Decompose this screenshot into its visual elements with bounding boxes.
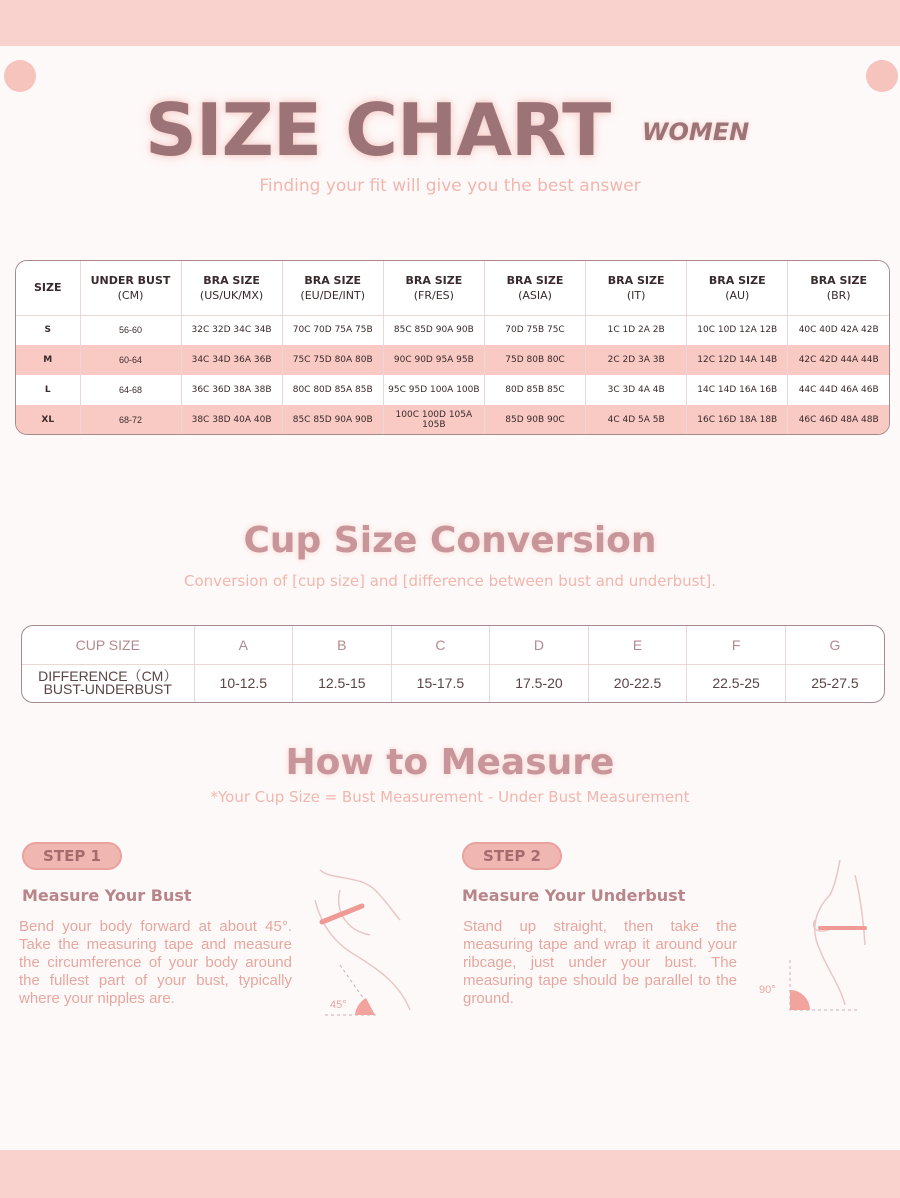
bra-size-cell: 12C 12D 14A 14B xyxy=(687,345,788,375)
size-table-row xyxy=(16,345,889,375)
bra-size-cell: 3C 3D 4A 4B xyxy=(586,375,687,405)
cup-size-label: CUP SIZE xyxy=(22,626,194,664)
step-1-heading: Measure Your Bust xyxy=(22,886,192,905)
cup-section-title: Cup Size Conversion xyxy=(243,520,657,561)
bra-size-cell: 36C 36D 38A 38B xyxy=(181,375,282,405)
bra-size-cell: 14C 14D 16A 16B xyxy=(687,375,788,405)
cup-letter-cell: E xyxy=(588,626,687,664)
measure-section-title: How to Measure xyxy=(285,742,615,783)
bra-size-cell: 85C 85D 90A 90B xyxy=(383,315,484,345)
page-subtitle: Finding your fit will give you the best answer xyxy=(259,176,641,196)
cup-letter-cell: F xyxy=(687,626,786,664)
top-band xyxy=(0,0,900,46)
bra-size-cell: 75D 80B 80C xyxy=(484,345,585,375)
step-2-heading: Measure Your Underbust xyxy=(462,886,686,905)
step-2-angle: 90° xyxy=(759,984,776,996)
size-chart-table xyxy=(15,260,890,435)
measure-section-subtitle: *Your Cup Size = Bust Measurement - Under Bust Measurement xyxy=(210,788,690,806)
col-header: SIZE xyxy=(16,261,80,315)
bra-size-cell: 85C 85D 90A 90B xyxy=(282,405,383,435)
underbust-cell: 60-64 xyxy=(80,345,181,375)
col-header: BRA SIZE (US/UK/MX) xyxy=(181,261,282,315)
difference-row xyxy=(22,664,884,702)
size-table-row xyxy=(16,315,889,345)
col-header: BRA SIZE (IT) xyxy=(586,261,687,315)
cup-section-subtitle: Conversion of [cup size] and [difference between bust and underbust]. xyxy=(184,572,716,590)
cup-letter-cell: G xyxy=(785,626,884,664)
bra-size-cell: 70D 75B 75C xyxy=(484,315,585,345)
decorative-dot-left xyxy=(4,60,36,92)
difference-value-cell: 20-22.5 xyxy=(588,664,687,702)
step-2-text: Stand up straight, then take the measuring tape and wrap it around your ribcage, just under your bust. The measuring tape should be parallel to the ground. xyxy=(463,918,737,1007)
bra-size-cell: 2C 2D 3A 3B xyxy=(586,345,687,375)
bra-size-cell: 1C 1D 2A 2B xyxy=(586,315,687,345)
bra-size-cell: 42C 42D 44A 44B xyxy=(788,345,889,375)
bra-size-cell: 95C 95D 100A 100B xyxy=(383,375,484,405)
cup-letter-cell: D xyxy=(490,626,589,664)
bra-size-cell: 4C 4D 5A 5B xyxy=(586,405,687,435)
size-label-cell: S xyxy=(16,315,80,345)
bra-size-cell: 85D 90B 90C xyxy=(484,405,585,435)
bust-measure-illustration xyxy=(300,860,440,1025)
difference-value-cell: 12.5-15 xyxy=(293,664,392,702)
step-1-angle: 45° xyxy=(330,999,347,1011)
bra-size-cell: 75C 75D 80A 80B xyxy=(282,345,383,375)
size-label-cell: M xyxy=(16,345,80,375)
bra-size-cell: 46C 46D 48A 48B xyxy=(788,405,889,435)
bra-size-cell: 38C 38D 40A 40B xyxy=(181,405,282,435)
step-1-text: Bend your body forward at about 45°. Take the measuring tape and measure the circumference of your body around the fullest part of your bust, typically where your nipples are. xyxy=(19,918,292,1007)
bra-size-cell: 10C 10D 12A 12B xyxy=(687,315,788,345)
size-label-cell: XL xyxy=(16,405,80,435)
difference-value-cell: 25-27.5 xyxy=(811,675,859,692)
size-table-row xyxy=(16,375,889,405)
bra-size-cell: 16C 16D 18A 18B xyxy=(687,405,788,435)
bra-size-cell: 32C 32D 34C 34B xyxy=(181,315,282,345)
col-header: UNDER BUST (CM) xyxy=(80,261,181,315)
col-header: BRA SIZE (EU/DE/INT) xyxy=(282,261,383,315)
underbust-cell: 56-60 xyxy=(80,315,181,345)
col-header: BRA SIZE (AU) xyxy=(687,261,788,315)
col-header: BRA SIZE (FR/ES) xyxy=(383,261,484,315)
difference-value-cell: 17.5-20 xyxy=(490,664,589,702)
underbust-measure-illustration xyxy=(745,855,885,1020)
size-table-row xyxy=(16,405,889,435)
bottom-band xyxy=(0,1150,900,1198)
col-header: BRA SIZE (ASIA) xyxy=(484,261,585,315)
step-1-pill: STEP 1 xyxy=(22,842,122,870)
bra-size-cell: 100C 100D 105A 105B xyxy=(383,405,484,435)
bra-size-cell: 40C 40D 42A 42B xyxy=(798,325,879,336)
cup-size-row xyxy=(22,626,884,664)
size-table-header-row xyxy=(16,261,889,315)
difference-value-cell: 22.5-25 xyxy=(687,664,786,702)
step-2-pill: STEP 2 xyxy=(462,842,562,870)
bra-size-cell: 70C 70D 75A 75B xyxy=(282,315,383,345)
bra-size-cell: 80D 85B 85C xyxy=(484,375,585,405)
underbust-cell: 64-68 xyxy=(80,375,181,405)
difference-label: DIFFERENCE（CM） BUST-UNDERBUST xyxy=(22,664,194,702)
bra-size-cell: 80C 80D 85A 85B xyxy=(282,375,383,405)
cup-letter-cell: A xyxy=(194,626,293,664)
size-label-cell: L xyxy=(16,375,80,405)
decorative-dot-right xyxy=(866,60,898,92)
underbust-cell: 68-72 xyxy=(80,405,181,435)
bra-size-cell: 34C 34D 36A 36B xyxy=(181,345,282,375)
cup-letter-cell: B xyxy=(293,626,392,664)
page-title: SIZE CHART xyxy=(145,88,611,172)
difference-value-cell: 10-12.5 xyxy=(194,664,293,702)
cup-letter-cell: C xyxy=(391,626,490,664)
cup-conversion-table xyxy=(21,625,885,703)
bra-size-cell: 90C 90D 95A 95B xyxy=(383,345,484,375)
bra-size-cell: 44C 44D 46A 46B xyxy=(798,385,879,395)
col-header: BRA SIZE (BR) xyxy=(788,261,889,315)
title-tag: WOMEN xyxy=(642,118,750,146)
difference-value-cell: 15-17.5 xyxy=(391,664,490,702)
